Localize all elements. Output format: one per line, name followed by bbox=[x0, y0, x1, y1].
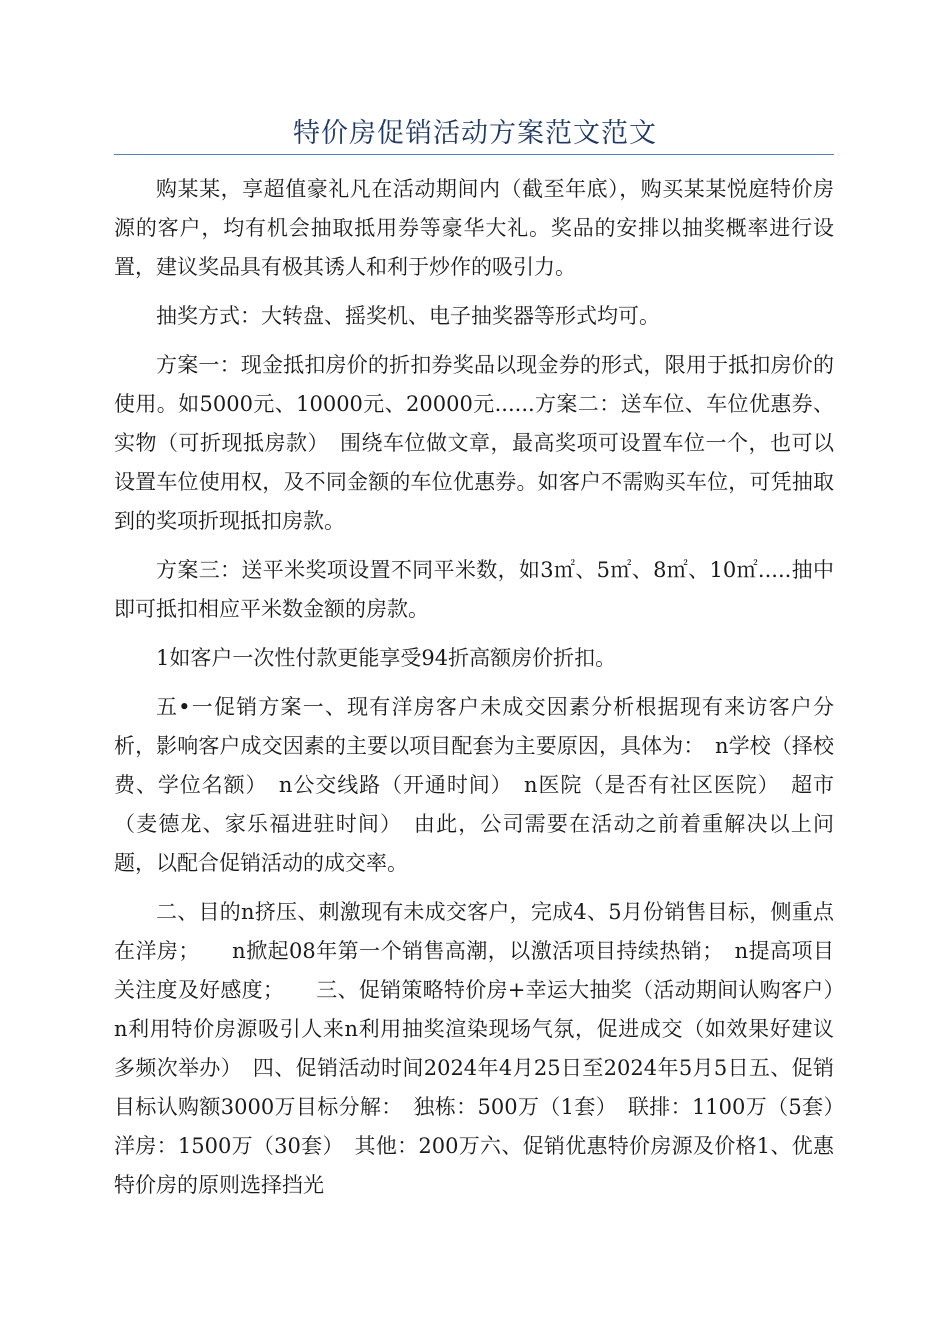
paragraph-plan-one-two: 方案一：现金抵扣房价的折扣券奖品以现金券的形式，限用于抵扣房价的使用。如5000元、10000元、20000元......方案二：送车位、车位优惠券、实物（可折现抵房款） 围绕车位做文章，最高奖项可设置车位一个，也可以设置车位使用权，及不同金额的车位优惠券。如客户不需购买车位，可凭抽取到的奖项折现抵扣房款。 bbox=[114, 353, 834, 533]
paragraph-goals-strategy: 二、目的n挤压、刺激现有未成交客户，完成4、5月份销售目标，侧重点在洋房； n掀起08年第一个销售高潮，以激活项目持续热销； n提高项目关注度及好感度； 三、促销策略特价房+幸运大抽奖（活动期间认购客户） n利用特价房源吸引人来n利用抽奖渲染现场气氛，促进成交（如效果好建议多频次举办） 四、促销活动时间2024年4月25日至2024年5月5日五、促销目标认购额3000万目标分解： 独栋：500万（1套） 联排：1100万（5套） 洋房：1500万（30套） 其他：200万六、促销优惠特价房源及价格1、优惠特价房的原则选择挡光 bbox=[114, 900, 855, 1197]
document-title: 特价房促销活动方案范文范文 bbox=[293, 118, 657, 149]
document-body bbox=[114, 170, 855, 1215]
paragraph-discount: 1如客户一次性付款更能享受94折高额房价折扣。 bbox=[156, 646, 617, 670]
title-underline bbox=[114, 154, 834, 155]
paragraph-lottery-method: 抽奖方式：大转盘、摇奖机、电子抽奖器等形式均可。 bbox=[156, 304, 660, 328]
paragraph-intro: 购某某，享超值豪礼凡在活动期间内（截至年底），购买某某悦庭特价房源的客户，均有机会抽取抵用券等豪华大礼。奖品的安排以抽奖概率进行设置，建议奖品具有极其诱人和利于炒作的吸引力。 bbox=[114, 177, 834, 279]
paragraph-plan-three: 方案三：送平米奖项设置不同平米数，如3㎡、5㎡、8㎡、10㎡.....抽中即可抵扣相应平米数金额的房款。 bbox=[114, 558, 834, 621]
paragraph-may-day-plan: 五•一促销方案一、现有洋房客户未成交因素分析根据现有来访客户分析，影响客户成交因素的主要以项目配套为主要原因，具体为： n学校（择校费、学位名额） n公交线路（开通时间） n医院（是否有社区医院） 超市（麦德龙、家乐福进驻时间） 由此，公司需要在活动之前着重解决以上问题，以配合促销活动的成交率。 bbox=[114, 695, 834, 875]
